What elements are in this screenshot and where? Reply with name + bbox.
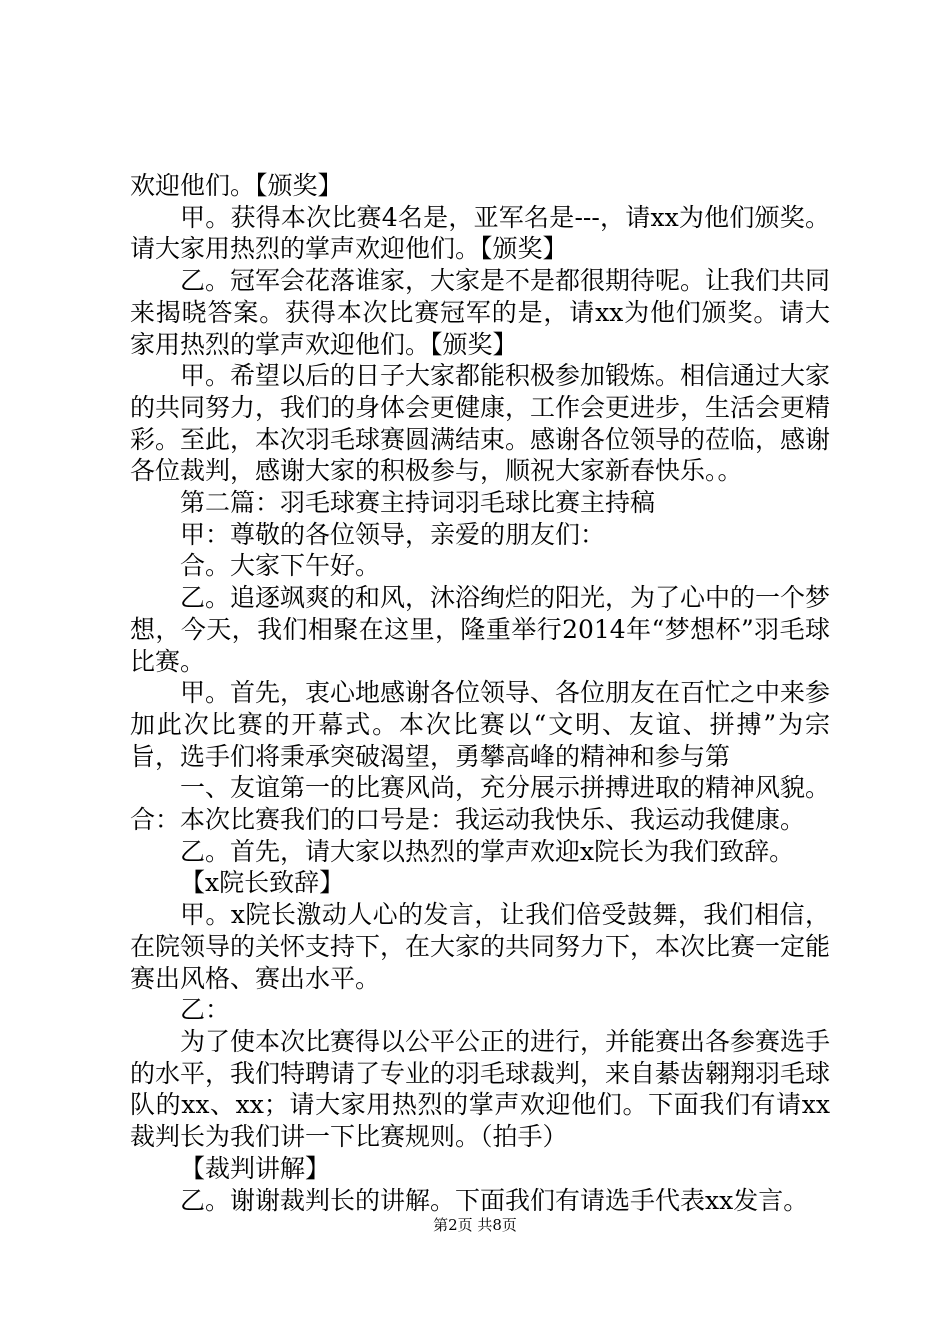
paragraph: 甲。首先，衷心地感谢各位领导、各位朋友在百忙之中来参加此次比赛的开幕式。本次比赛以“文明、友谊、拼搏”为宗旨，选手们将秉承突破渴望，勇攀高峰的精神和参与第 xyxy=(130,678,831,771)
paragraph: 甲。x院长激动人心的发言，让我们倍受鼓舞，我们相信，在院领导的关怀支持下，在大家的共同努力下，本次比赛一定能赛出风格、赛出水平。 xyxy=(130,900,831,993)
document-body xyxy=(130,170,830,1216)
paragraph: 合。大家下午好。 xyxy=(180,551,381,581)
page-footer: 第2页 共8页 xyxy=(433,1216,517,1234)
paragraph: 乙。冠军会花落谁家，大家是不是都很期待呢。让我们共同来揭晓答案。获得本次比赛冠军的是，请xx为他们颁奖。请大家用热烈的掌声欢迎他们。【颁奖】 xyxy=(130,266,831,359)
paragraph: 【x院长致辞】 xyxy=(180,868,345,898)
paragraph: 第二篇：羽毛球赛主持词羽毛球比赛主持稿 xyxy=(180,488,656,518)
paragraph: 甲：尊敬的各位领导，亲爱的朋友们： xyxy=(180,519,606,549)
paragraph: 乙。首先，请大家以热烈的掌声欢迎x院长为我们致辞。 xyxy=(180,836,795,866)
paragraph: 为了使本次比赛得以公平公正的进行，并能赛出各参赛选手的水平，我们特聘请了专业的羽毛球裁判，来自綦齿翱翔羽毛球队的xx、xx；请大家用热烈的掌声欢迎他们。下面我们有请xx裁判长为我们讲一下比赛规则。（拍手） xyxy=(130,1026,831,1152)
paragraph: 一、友谊第一的比赛风尚，充分展示拼搏进取的精神风貌。合：本次比赛我们的口号是：我运动我快乐、我运动我健康。 xyxy=(130,773,831,835)
paragraph: 乙。谢谢裁判长的讲解。下面我们有请选手代表xx发言。 xyxy=(180,1185,809,1215)
paragraph: 甲。获得本次比赛4名是，亚军名是---，请xx为他们颁奖。请大家用热烈的掌声欢迎他们。【颁奖】 xyxy=(130,202,830,264)
paragraph: 甲。希望以后的日子大家都能积极参加锻炼。相信通过大家的共同努力，我们的身体会更健康，工作会更进步，生活会更精彩。至此，本次羽毛球赛圆满结束。感谢各位领导的莅临，感谢各位裁判，感谢大家的积极参与，顺祝大家新春快乐。。 xyxy=(130,361,831,486)
paragraph: 乙： xyxy=(180,995,231,1025)
paragraph: 欢迎他们。【颁奖】 xyxy=(130,171,343,200)
paragraph: 乙。追逐飒爽的和风，沐浴绚烂的阳光，为了心中的一个梦想，今天，我们相聚在这里，隆重举行2014年“梦想杯”羽毛球比赛。 xyxy=(130,583,831,676)
paragraph: 【裁判讲解】 xyxy=(180,1153,331,1183)
